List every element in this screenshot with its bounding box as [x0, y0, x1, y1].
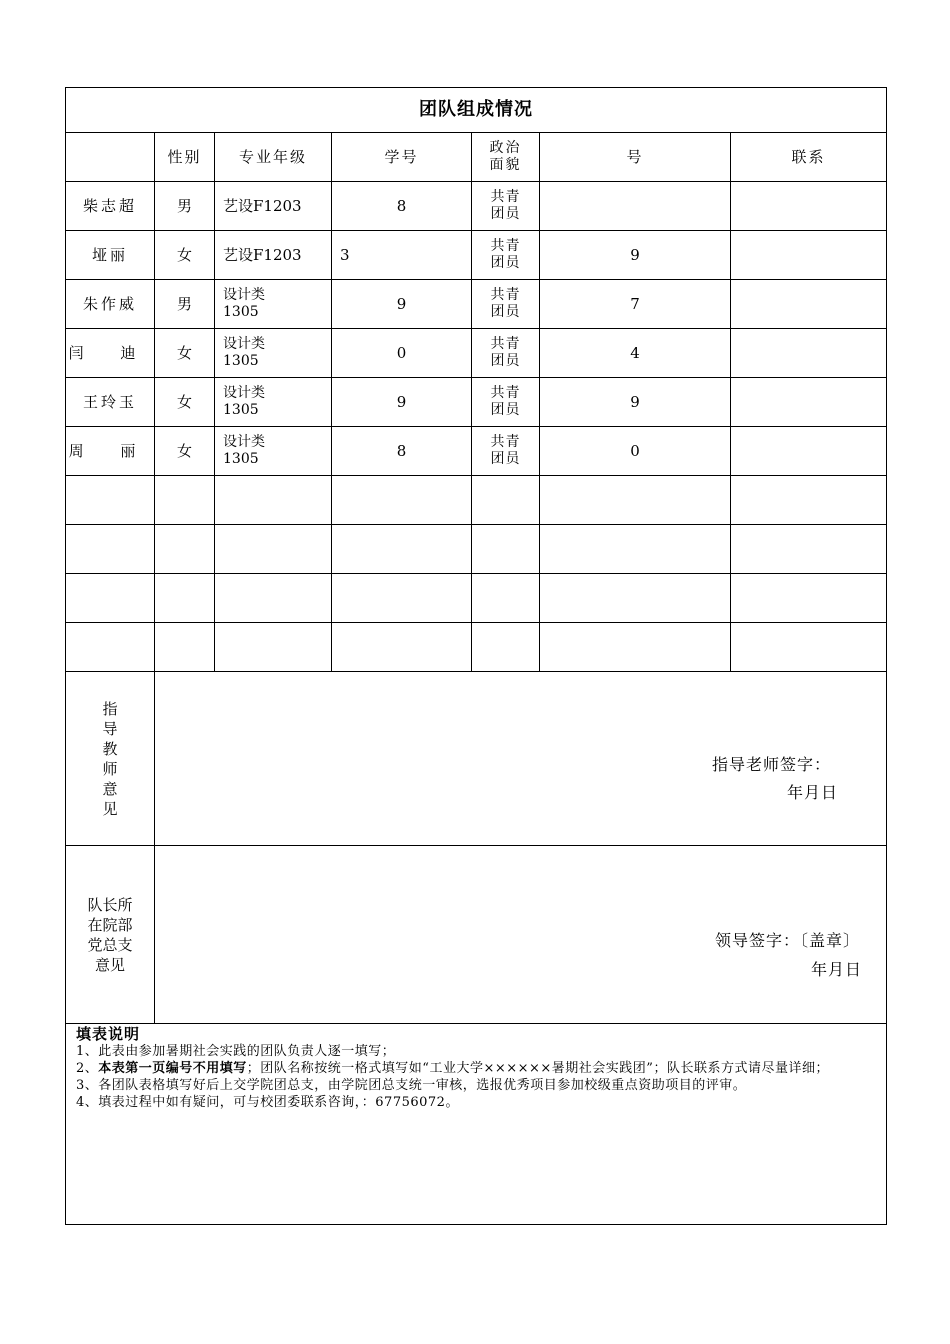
header-contact: 联系 [731, 133, 887, 182]
advisor-label-char: 师 [102, 759, 118, 778]
member-political-line: 共青 [490, 336, 521, 352]
member-name: 朱作威 [66, 280, 155, 329]
member-gender: 女 [155, 231, 215, 280]
member-major [215, 231, 332, 280]
advisor-opinion-cell[interactable] [155, 672, 887, 846]
table-row [66, 378, 887, 427]
member-major-line: 设计类 [223, 287, 265, 303]
member-major-line: 艺设F1203 [223, 197, 302, 215]
member-student-id: 9 [332, 280, 472, 329]
member-major [215, 280, 332, 329]
member-name: 垭丽 [66, 231, 155, 280]
empty-table-row [66, 574, 887, 623]
header-gender: 性别 [155, 133, 215, 182]
empty-cell[interactable] [731, 623, 887, 672]
member-phone: 9 [540, 231, 731, 280]
member-political-line: 共青 [490, 385, 521, 401]
advisor-opinion-row [66, 672, 887, 846]
empty-cell[interactable] [540, 476, 731, 525]
party-label-line: 队长所 [87, 895, 133, 914]
notes-item-2-rest: ；团队名称按统一格式填写如“工业大学××××××暑期社会实践团”；队长联系方式请尽量详细； [246, 1061, 829, 1076]
empty-cell[interactable] [155, 574, 215, 623]
header-student-id: 学号 [332, 133, 472, 182]
member-political-line: 团员 [490, 206, 521, 222]
empty-table-row [66, 525, 887, 574]
party-label-line: 在院部 [87, 915, 133, 934]
member-political-line: 团员 [490, 451, 521, 467]
member-student-id: 0 [332, 329, 472, 378]
member-name: 周 丽 [66, 427, 155, 476]
member-major [215, 378, 332, 427]
empty-cell[interactable] [472, 623, 540, 672]
header-political-line-1: 政治 [489, 140, 522, 156]
table-row [66, 329, 887, 378]
empty-cell[interactable] [155, 623, 215, 672]
empty-cell[interactable] [332, 476, 472, 525]
header-name [66, 133, 155, 182]
empty-cell[interactable] [540, 623, 731, 672]
empty-cell[interactable] [66, 525, 155, 574]
empty-cell[interactable] [731, 525, 887, 574]
empty-cell[interactable] [472, 525, 540, 574]
notes-item-3: 3、各团队表格填写好后上交学院团总支，由学院团总支统一审核，选报优秀项目参加校级重点资助项目的评审。 [76, 1078, 747, 1093]
member-political-line: 团员 [490, 402, 521, 418]
member-major-line: 1305 [223, 304, 259, 320]
member-major [215, 182, 332, 231]
empty-cell[interactable] [215, 623, 332, 672]
member-phone: 7 [540, 280, 731, 329]
empty-cell[interactable] [731, 476, 887, 525]
empty-cell[interactable] [540, 525, 731, 574]
empty-cell[interactable] [215, 525, 332, 574]
advisor-label [66, 672, 155, 846]
empty-cell[interactable] [332, 623, 472, 672]
empty-cell[interactable] [215, 476, 332, 525]
member-gender: 男 [155, 280, 215, 329]
empty-cell[interactable] [472, 574, 540, 623]
member-contact [731, 231, 887, 280]
member-major [215, 427, 332, 476]
party-label [66, 846, 155, 1024]
member-political-line: 共青 [490, 238, 521, 254]
empty-cell[interactable] [66, 574, 155, 623]
notes-title: 填表说明 [76, 1025, 141, 1043]
member-phone [540, 182, 731, 231]
member-phone: 0 [540, 427, 731, 476]
party-label-line: 意见 [94, 955, 125, 974]
member-contact [731, 329, 887, 378]
table-row [66, 182, 887, 231]
notes-item-4: 4、填表过程中如有疑问，可与校团委联系咨询，：67756072。 [76, 1095, 459, 1110]
member-political [472, 231, 540, 280]
form-title: 团队组成情况 [66, 88, 887, 133]
member-political-line: 共青 [490, 434, 521, 450]
table-row [66, 427, 887, 476]
member-major-line: 设计类 [223, 434, 265, 450]
notes-item-2-prefix: 2、 [76, 1061, 99, 1076]
party-label-line: 党总支 [87, 935, 133, 954]
header-political-line-2: 面貌 [489, 157, 522, 173]
member-political [472, 280, 540, 329]
member-major-line: 1305 [223, 353, 259, 369]
header-political [472, 133, 540, 182]
member-gender: 女 [155, 427, 215, 476]
member-major-line: 艺设F1203 [223, 246, 302, 264]
empty-cell[interactable] [332, 574, 472, 623]
member-phone: 9 [540, 378, 731, 427]
empty-table-row [66, 623, 887, 672]
member-political-line: 团员 [490, 255, 521, 271]
member-student-id: 9 [332, 378, 472, 427]
member-political-line: 共青 [490, 287, 521, 303]
member-contact [731, 280, 887, 329]
empty-cell[interactable] [66, 623, 155, 672]
header-row [66, 133, 887, 182]
member-political-line: 共青 [490, 189, 521, 205]
advisor-label-char: 指 [102, 699, 118, 718]
member-phone: 4 [540, 329, 731, 378]
table-row [66, 231, 887, 280]
member-name: 柴志超 [66, 182, 155, 231]
advisor-date-label: 年月日 [787, 783, 839, 802]
party-signature-label: 领导签字：〔盖章〕 [715, 931, 861, 950]
member-gender: 女 [155, 378, 215, 427]
table-row [66, 280, 887, 329]
empty-cell[interactable] [66, 476, 155, 525]
empty-table-row [66, 476, 887, 525]
member-name: 王玲玉 [66, 378, 155, 427]
member-political [472, 182, 540, 231]
advisor-label-char: 导 [102, 719, 118, 738]
member-political [472, 329, 540, 378]
member-political [472, 427, 540, 476]
party-date-label: 年月日 [811, 960, 863, 979]
member-gender: 男 [155, 182, 215, 231]
member-political-line: 团员 [490, 304, 521, 320]
advisor-label-char: 见 [102, 799, 118, 818]
member-contact [731, 378, 887, 427]
member-major-line: 1305 [223, 451, 259, 467]
member-student-id: 8 [332, 182, 472, 231]
advisor-signature-label: 指导老师签字： [712, 755, 832, 774]
empty-cell[interactable] [472, 476, 540, 525]
empty-cell[interactable] [155, 476, 215, 525]
empty-cell[interactable] [731, 574, 887, 623]
party-opinion-cell[interactable] [155, 846, 887, 1024]
advisor-label-char: 教 [102, 739, 118, 758]
header-major: 专业年级 [215, 133, 332, 182]
member-major [215, 329, 332, 378]
member-major-line: 1305 [223, 402, 259, 418]
notes-item-2-bold: 本表第一页编号不用填写 [98, 1061, 247, 1076]
header-phone: 号 [540, 133, 731, 182]
advisor-label-char: 意 [102, 779, 118, 798]
notes-cell [66, 1024, 887, 1225]
empty-cell[interactable] [540, 574, 731, 623]
member-major-line: 设计类 [223, 336, 265, 352]
member-political-line: 团员 [490, 353, 521, 369]
notes-item-1: 1、此表由参加暑期社会实践的团队负责人逐一填写； [76, 1044, 396, 1059]
empty-cell[interactable] [215, 574, 332, 623]
notes-item-2 [76, 1060, 878, 1077]
party-opinion-row [66, 846, 887, 1024]
member-student-id: 3 [332, 231, 472, 280]
member-political [472, 378, 540, 427]
empty-cell[interactable] [155, 525, 215, 574]
member-major-line: 设计类 [223, 385, 265, 401]
member-name: 闫 迪 [66, 329, 155, 378]
member-contact [731, 182, 887, 231]
team-composition-form [65, 87, 887, 1225]
member-contact [731, 427, 887, 476]
notes-row [66, 1024, 887, 1225]
empty-cell[interactable] [332, 525, 472, 574]
member-gender: 女 [155, 329, 215, 378]
member-student-id: 8 [332, 427, 472, 476]
